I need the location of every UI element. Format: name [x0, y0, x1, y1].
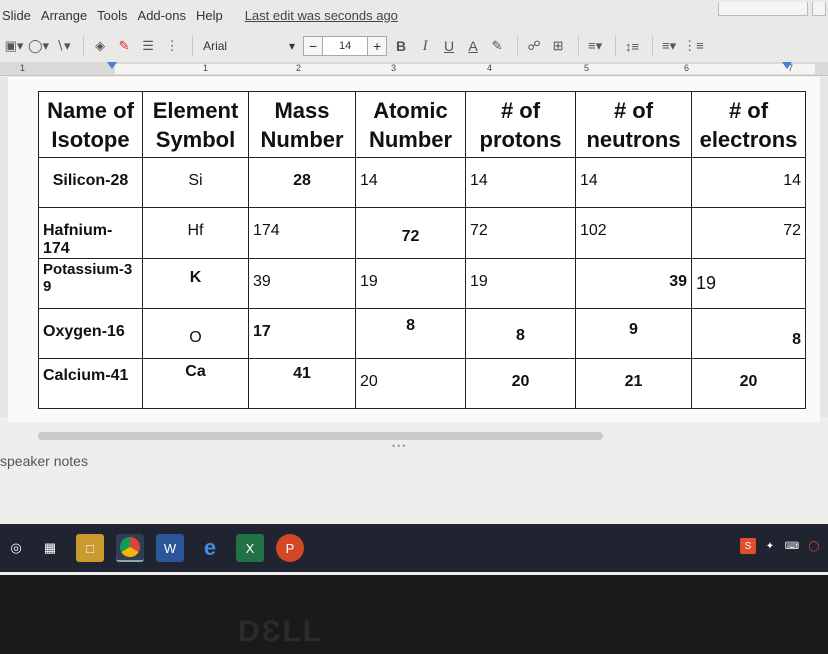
line-icon[interactable]: ∖▾ [55, 38, 71, 53]
tray-app-icon[interactable]: S [740, 538, 756, 554]
electrons-cell[interactable]: 19 [692, 259, 806, 309]
neutrons-cell[interactable]: 39 [576, 259, 692, 309]
isotope-name-cell[interactable]: Calcium-41 [39, 359, 143, 409]
mass-number-cell[interactable]: 28 [249, 158, 356, 208]
protons-cell[interactable]: 14 [466, 158, 576, 208]
taskbar [0, 524, 828, 572]
electrons-cell[interactable]: 20 [692, 359, 806, 409]
protons-cell[interactable]: 20 [466, 359, 576, 409]
menu-addons[interactable]: Add-ons [137, 7, 186, 23]
symbol-cell[interactable]: Hf [143, 208, 249, 259]
line-spacing-icon[interactable]: ↕≡ [625, 38, 640, 54]
bold-button[interactable]: B [396, 38, 407, 54]
header-element-symbol[interactable]: Element Symbol [143, 92, 249, 158]
neutrons-cell[interactable]: 14 [576, 158, 692, 208]
word-icon[interactable]: W [156, 534, 184, 562]
neutrons-cell[interactable]: 9 [576, 309, 692, 359]
toolbar-divider [517, 36, 518, 56]
font-size-input[interactable]: 14 [323, 36, 367, 56]
table-row [39, 359, 806, 409]
increase-font-size-button[interactable]: + [367, 36, 387, 56]
ruler-track [115, 64, 815, 74]
ruler-number: 6 [684, 63, 690, 73]
monitor-logo: DƐLL [238, 615, 324, 648]
ruler-number: 1 [20, 63, 26, 73]
menu-slide[interactable]: Slide [2, 7, 31, 23]
microphone-icon[interactable]: ◎ [10, 540, 22, 555]
font-name: Arial [203, 39, 228, 53]
toolbar-divider [83, 36, 84, 56]
atomic-number-cell[interactable]: 8 [356, 309, 466, 359]
protons-cell[interactable]: 72 [466, 208, 576, 259]
isotope-name-cell[interactable]: Hafnium-174 [39, 208, 143, 259]
tray-security-icon[interactable]: ◯ [808, 540, 820, 552]
task-view-icon[interactable]: ▦ [43, 540, 57, 555]
table-row [39, 259, 806, 309]
neutrons-cell[interactable]: 102 [576, 208, 692, 259]
ruler-number: 5 [584, 63, 590, 73]
mass-number-cell[interactable]: 41 [249, 359, 356, 409]
chrome-icon[interactable] [116, 534, 144, 562]
edge-icon[interactable]: e [203, 535, 217, 560]
toolbar-divider [615, 36, 616, 56]
isotope-name-cell[interactable]: Oxygen-16 [39, 309, 143, 359]
atomic-number-cell[interactable]: 19 [356, 259, 466, 309]
align-icon[interactable]: ≡▾ [588, 38, 603, 53]
new-slide-icon[interactable]: ▣▾ [4, 38, 24, 53]
mass-number-cell[interactable]: 17 [249, 309, 356, 359]
table-row [39, 158, 806, 208]
notes-resize-handle[interactable]: ••• [392, 441, 408, 451]
electrons-cell[interactable]: 72 [692, 208, 806, 259]
border-weight-icon[interactable]: ☰ [142, 38, 154, 53]
shape-icon[interactable]: ◯▾ [28, 38, 50, 53]
highlight-icon[interactable]: ✎ [491, 38, 503, 53]
header-neutrons[interactable]: # of neutrons [576, 92, 692, 158]
header-protons[interactable]: # of protons [466, 92, 576, 158]
font-size-stepper [303, 35, 387, 57]
toolbar-divider [192, 36, 193, 56]
excel-icon[interactable]: X [236, 534, 264, 562]
header-mass-number[interactable]: Mass Number [249, 92, 356, 158]
symbol-cell[interactable]: K [143, 259, 249, 309]
italic-button[interactable]: I [422, 37, 428, 54]
share-area[interactable] [718, 2, 808, 16]
chevron-down-icon: ▾ [289, 39, 296, 53]
isotope-name-cell[interactable]: Potassium-3 9 [39, 259, 143, 309]
decrease-font-size-button[interactable]: − [303, 36, 323, 56]
tray-settings-icon[interactable]: ✦ [765, 540, 775, 552]
ruler-number: 3 [391, 63, 397, 73]
menu-bar [0, 0, 828, 30]
ruler [0, 62, 828, 76]
mass-number-cell[interactable]: 39 [249, 259, 356, 309]
ruler-number: 2 [296, 63, 302, 73]
bulleted-list-icon[interactable]: ⋮≡ [683, 38, 704, 53]
last-edit-link[interactable]: Last edit was seconds ago [244, 7, 398, 23]
symbol-cell[interactable]: O [143, 309, 249, 359]
isotope-table[interactable] [38, 91, 806, 409]
slide[interactable] [8, 77, 820, 422]
text-color-button[interactable]: A [468, 38, 478, 54]
header-name-of-isotope[interactable]: Name of Isotope [39, 92, 143, 158]
indent-marker[interactable] [107, 62, 117, 69]
atomic-number-cell[interactable]: 14 [356, 158, 466, 208]
atomic-number-cell[interactable]: 72 [356, 208, 466, 259]
symbol-cell[interactable]: Ca [143, 359, 249, 409]
border-color-icon[interactable]: ✎ [118, 38, 130, 53]
ruler-number: 7 [788, 63, 794, 73]
underline-button[interactable]: U [444, 38, 455, 54]
symbol-cell[interactable]: Si [143, 158, 249, 208]
menu-arrange[interactable]: Arrange [40, 7, 88, 23]
electrons-cell[interactable]: 14 [692, 158, 806, 208]
slide-canvas [0, 77, 828, 417]
table-header-row [39, 92, 806, 158]
toolbar-divider [578, 36, 579, 56]
comment-icon[interactable]: ⊞ [552, 38, 564, 53]
border-dash-icon[interactable]: ⋮ [165, 38, 179, 53]
isotope-name-cell[interactable]: Silicon-28 [39, 158, 143, 208]
account-area[interactable] [812, 2, 826, 16]
table-row [39, 309, 806, 359]
ruler-number: 1 [203, 63, 209, 73]
powerpoint-icon[interactable]: P [276, 534, 304, 562]
fill-color-icon[interactable]: ◈ [95, 38, 106, 53]
protons-cell[interactable]: 8 [466, 309, 576, 359]
table-row [39, 208, 806, 259]
mass-number-cell[interactable]: 174 [249, 208, 356, 259]
neutrons-cell[interactable]: 21 [576, 359, 692, 409]
menu-tools[interactable]: Tools [97, 7, 128, 23]
link-icon[interactable]: ☍ [527, 38, 541, 53]
header-electrons[interactable]: # of electrons [692, 92, 806, 158]
electrons-cell[interactable]: 8 [692, 309, 806, 359]
header-atomic-number[interactable]: Atomic Number [356, 92, 466, 158]
font-select[interactable] [199, 35, 299, 57]
right-indent-marker[interactable] [782, 62, 792, 69]
toolbar-divider [652, 36, 653, 56]
atomic-number-cell[interactable]: 20 [356, 359, 466, 409]
file-explorer-icon[interactable]: □ [76, 534, 104, 562]
tray-keyboard-icon[interactable]: ⌨ [784, 540, 800, 552]
toolbar [0, 30, 828, 62]
protons-cell[interactable]: 19 [466, 259, 576, 309]
menu-help[interactable]: Help [195, 7, 223, 23]
ruler-number: 4 [487, 63, 493, 73]
horizontal-scrollbar[interactable] [38, 432, 603, 440]
system-tray [740, 538, 822, 554]
numbered-list-icon[interactable]: ≡▾ [662, 38, 677, 53]
speaker-notes-area[interactable]: speaker notes [0, 453, 88, 469]
